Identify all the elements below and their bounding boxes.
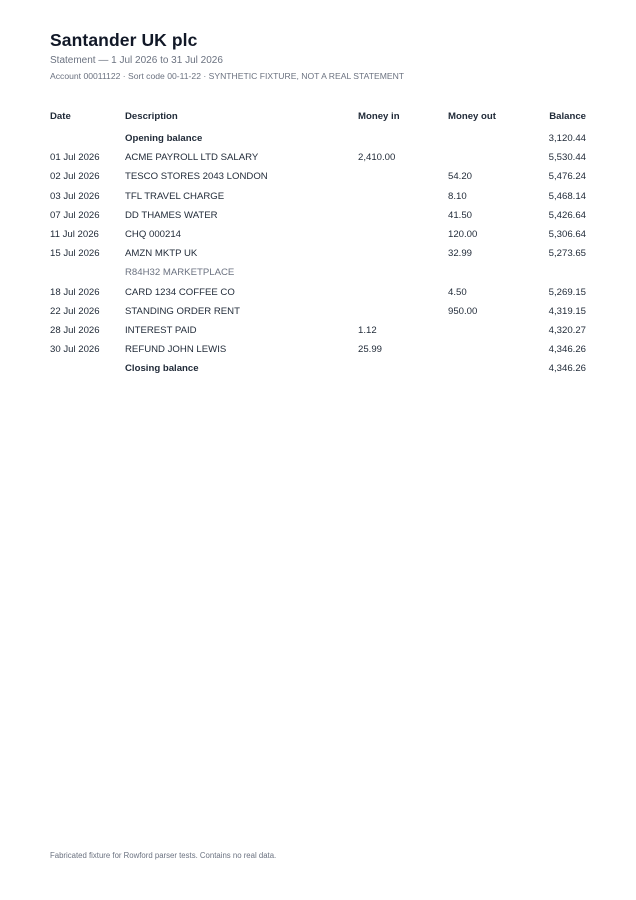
opening-balance-row	[50, 129, 586, 148]
row-description: CARD 1234 COFFEE CO	[125, 286, 235, 298]
row-money-out	[448, 340, 534, 359]
row-description: STANDING ORDER RENT	[125, 305, 240, 317]
table-row	[50, 187, 586, 206]
transactions-table	[50, 104, 586, 378]
row-description: TFL TRAVEL CHARGE	[125, 190, 225, 202]
table-row	[50, 302, 586, 321]
table-row	[50, 148, 586, 167]
row-money-out: 32.99	[448, 248, 473, 260]
row-date: 18 Jul 2026	[50, 286, 100, 298]
row-money-out: 54.20	[448, 171, 473, 183]
row-date: 28 Jul 2026	[50, 324, 100, 336]
row-money-in	[358, 302, 448, 321]
row-date: 03 Jul 2026	[50, 190, 100, 202]
row-money-in	[358, 263, 448, 282]
column-header-money-in: Money in	[358, 111, 400, 122]
row-money-in	[358, 244, 448, 263]
table-row	[50, 340, 586, 359]
table-row	[50, 206, 586, 225]
column-header-balance: Balance	[549, 111, 586, 122]
row-description: INTEREST PAID	[125, 324, 197, 336]
table-row	[50, 244, 586, 263]
row-date	[50, 263, 125, 282]
row-balance: 4,346.26	[548, 344, 586, 356]
closing-money-out-cell	[448, 359, 534, 378]
table-row	[50, 225, 586, 244]
table-row	[50, 321, 586, 340]
row-money-in	[358, 283, 448, 302]
column-header-date: Date	[50, 111, 71, 122]
row-description: TESCO STORES 2043 LONDON	[125, 171, 268, 183]
footer-note: Fabricated fixture for Rowford parser tests. Contains no real data.	[50, 851, 277, 860]
row-money-out: 8.10	[448, 190, 467, 202]
row-balance: 5,426.64	[548, 209, 586, 221]
transactions-body	[50, 129, 586, 378]
row-money-in	[358, 187, 448, 206]
row-money-out: 41.50	[448, 209, 473, 221]
row-balance	[534, 263, 586, 282]
row-date: 22 Jul 2026	[50, 305, 100, 317]
statement-period: Statement — 1 Jul 2026 to 31 Jul 2026	[50, 55, 223, 66]
table-row	[50, 167, 586, 186]
row-money-in: 25.99	[358, 344, 383, 356]
opening-balance-label: Opening balance	[125, 133, 203, 145]
row-date: 30 Jul 2026	[50, 344, 100, 356]
row-date: 02 Jul 2026	[50, 171, 100, 183]
row-money-out: 950.00	[448, 305, 478, 317]
bank-name: Santander UK plc	[50, 30, 198, 50]
row-balance: 5,476.24	[548, 171, 586, 183]
row-balance: 5,530.44	[548, 152, 586, 164]
row-money-in	[358, 225, 448, 244]
opening-money-in-cell	[358, 129, 448, 148]
row-description: DD THAMES WATER	[125, 209, 218, 221]
row-description-continuation: R84H32 MARKETPLACE	[125, 267, 235, 279]
row-balance: 5,468.14	[548, 190, 586, 202]
row-balance: 4,320.27	[548, 324, 586, 336]
closing-money-in-cell	[358, 359, 448, 378]
row-money-out	[448, 263, 534, 282]
row-money-in	[358, 167, 448, 186]
continuation-row	[50, 263, 586, 282]
column-header-money-out: Money out	[448, 111, 496, 122]
row-balance: 5,269.15	[548, 286, 586, 298]
row-money-in: 2,410.00	[358, 152, 396, 164]
row-money-out	[448, 148, 534, 167]
table-header-row	[50, 104, 586, 129]
opening-balance-value: 3,120.44	[548, 133, 586, 145]
row-description: REFUND JOHN LEWIS	[125, 344, 227, 356]
row-money-out: 4.50	[448, 286, 467, 298]
row-description: ACME PAYROLL LTD SALARY	[125, 152, 259, 164]
closing-balance-label: Closing balance	[125, 363, 199, 375]
row-description: CHQ 000214	[125, 229, 181, 241]
row-money-in	[358, 206, 448, 225]
closing-balance-value: 4,346.26	[548, 363, 586, 375]
column-header-description: Description	[125, 111, 178, 122]
opening-money-out-cell	[448, 129, 534, 148]
opening-date-cell	[50, 129, 125, 148]
row-money-out: 120.00	[448, 229, 478, 241]
closing-balance-row	[50, 359, 586, 378]
row-balance: 4,319.15	[548, 305, 586, 317]
row-balance: 5,273.65	[548, 248, 586, 260]
row-description: AMZN MKTP UK	[125, 248, 198, 260]
row-date: 01 Jul 2026	[50, 152, 100, 164]
row-date: 15 Jul 2026	[50, 248, 100, 260]
row-date: 07 Jul 2026	[50, 209, 100, 221]
row-money-out	[448, 321, 534, 340]
row-date: 11 Jul 2026	[50, 229, 99, 241]
row-money-in: 1.12	[358, 324, 377, 336]
table-row	[50, 283, 586, 302]
account-details: Account 00011122 · Sort code 00-11-22 · SYNTHETIC FIXTURE, NOT A REAL STATEMENT	[50, 71, 405, 81]
row-balance: 5,306.64	[548, 229, 586, 241]
closing-date-cell	[50, 359, 125, 378]
